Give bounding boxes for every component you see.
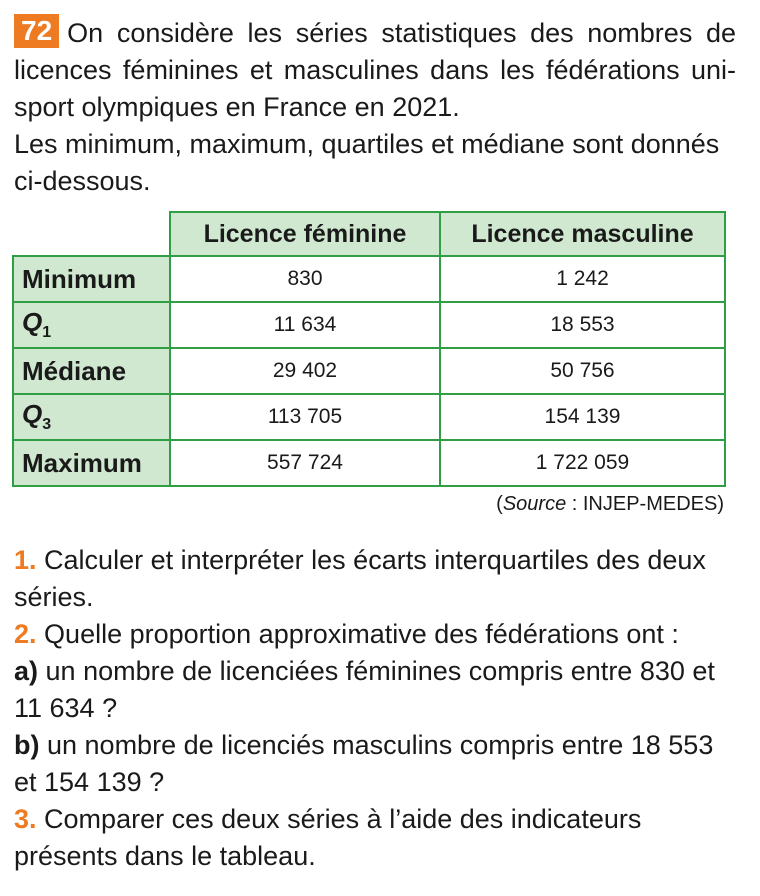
questions-block bbox=[14, 542, 726, 875]
cell-maximum-masculine: 1 722 059 bbox=[440, 440, 725, 486]
table-header-row bbox=[13, 212, 725, 256]
intro-paragraph-2: Les minimum, maximum, quartiles et médiane sont donnés ci-dessous. bbox=[14, 129, 720, 196]
exercise-intro bbox=[14, 14, 736, 200]
row-header-mediane: Médiane bbox=[13, 348, 170, 394]
row-header-q1: $Q_1$ bbox=[13, 302, 170, 348]
question-2a: a) un nombre de licenciées féminines compris entre 830 et 11 634 ? bbox=[14, 656, 715, 723]
cell-mediane-feminine: 29 402 bbox=[170, 348, 440, 394]
table-row bbox=[13, 348, 725, 394]
exercise-number-badge: 72 bbox=[14, 14, 59, 48]
row-header-maximum: Maximum bbox=[13, 440, 170, 486]
cell-minimum-masculine: 1 242 bbox=[440, 256, 725, 302]
intro-paragraph: On considère les séries statistiques des nombres de licences féminines et masculines dans les fédérations unisport olympiques en France en 2021. bbox=[14, 18, 736, 122]
cell-q3-masculine: 154 139 bbox=[440, 394, 725, 440]
table-row bbox=[13, 440, 725, 486]
cell-maximum-feminine: 557 724 bbox=[170, 440, 440, 486]
table-row bbox=[13, 302, 725, 348]
cell-minimum-feminine: 830 bbox=[170, 256, 440, 302]
row-header-q3: $Q_3$ bbox=[13, 394, 170, 440]
question-3: 3. Comparer ces deux séries à l’aide des indicateurs présents dans le tableau. bbox=[14, 804, 642, 871]
table-row bbox=[13, 256, 725, 302]
table-row bbox=[13, 394, 725, 440]
column-header-feminine: Licence féminine bbox=[170, 212, 440, 256]
cell-q1-masculine: 18 553 bbox=[440, 302, 725, 348]
question-1: 1. Calculer et interpréter les écarts interquartiles des deux séries. bbox=[14, 545, 706, 612]
cell-q1-feminine: 11 634 bbox=[170, 302, 440, 348]
table-corner-cell bbox=[13, 212, 170, 256]
cell-mediane-masculine: 50 756 bbox=[440, 348, 725, 394]
row-header-minimum: Minimum bbox=[13, 256, 170, 302]
question-2: 2. Quelle proportion approximative des fédérations ont : bbox=[14, 619, 679, 649]
cell-q3-feminine: 113 705 bbox=[170, 394, 440, 440]
statistics-table bbox=[12, 211, 726, 487]
question-2b: b) un nombre de licenciés masculins compris entre 18 553 et 154 139 ? bbox=[14, 730, 714, 797]
column-header-masculine: Licence masculine bbox=[440, 212, 725, 256]
table-source: (Source : INJEP-MEDES) bbox=[496, 493, 724, 515]
